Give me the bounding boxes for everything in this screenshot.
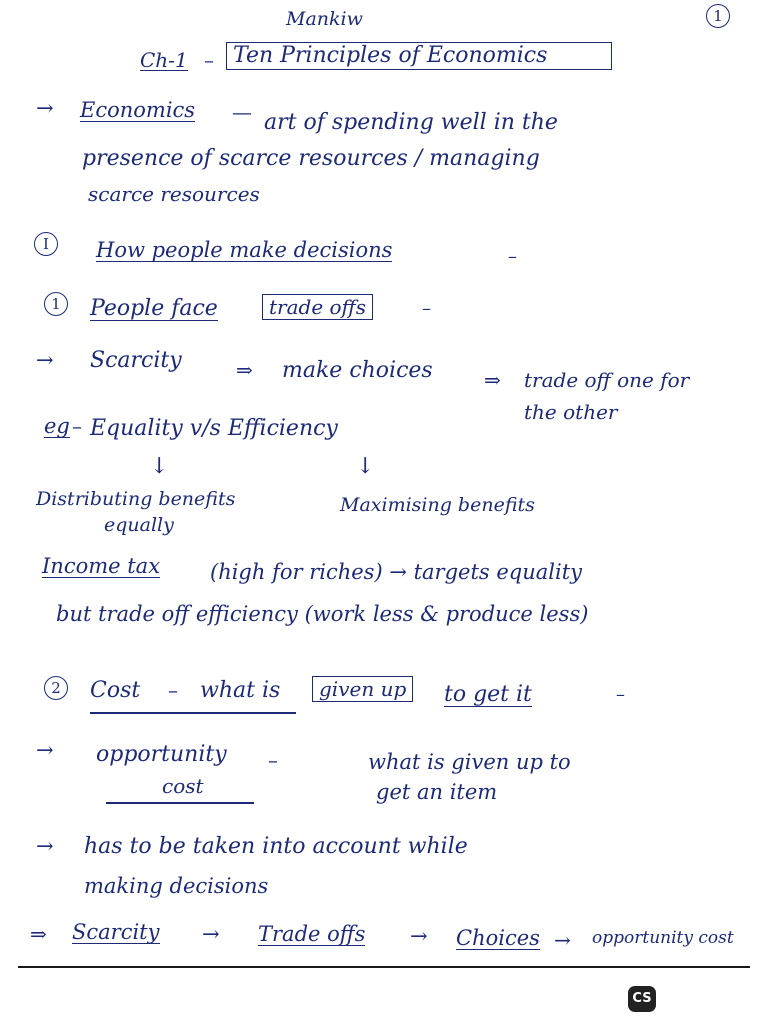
cost-underline [90,712,296,714]
left-branch-1: Distributing benefits [36,488,236,510]
opportunity-cost-label: cost [162,774,204,798]
opportunity-underline [106,802,254,804]
principle-1-boxed: trade offs [262,294,373,320]
chapter-title: Ten Principles of Economics [226,42,612,70]
eg-colon: – [72,414,82,438]
implies-arrow-1: ⇒ [236,358,253,382]
income-tax-label: Income tax [42,554,161,578]
principle-2-boxed: given up [312,676,413,702]
implies-arrow: ⇒ [30,922,47,946]
camscanner-logo-icon: CS [628,986,656,1012]
cost-dash: – [168,678,178,702]
cost-what-is: what is [200,678,281,703]
income-tax-line-2: but trade off efficiency (work less & produce less) [56,602,589,626]
definition-line-1: art of spending well in the [264,110,558,135]
arrow-icon: → [202,922,220,946]
principle-1-dash: – [422,298,431,319]
income-tax-rest: (high for riches) → targets equality [210,560,583,584]
arrow-icon: → [36,348,54,372]
left-branch-2: equally [104,514,174,536]
definition-line-2: presence of scarce resources / managing [82,146,540,171]
author-name: Mankiw [286,8,363,30]
opportunity-def-2: get an item [376,780,498,804]
definition-dash: — [232,100,252,124]
page-bottom-rule [18,966,750,968]
arrow-icon: → [36,96,54,120]
principle-1-number: 1 [44,292,68,316]
eg-text: Equality v/s Efficiency [90,416,338,441]
section-dash: – [508,246,517,267]
term-economics: Economics [80,98,196,122]
arrow-icon: → [554,928,571,952]
opportunity-def-1: what is given up to [368,750,571,774]
cost-word: Cost [90,678,141,703]
chain-trade-offs: Trade offs [258,922,366,946]
chain-scarcity: Scarcity [72,920,160,944]
chapter-dash: – [204,48,214,72]
opportunity-dash: – [268,748,278,772]
implies-arrow-2: ⇒ [484,368,501,392]
page-number: 1 [706,4,730,28]
principle-2-dash: – [616,684,625,705]
principle-1-text: People face [90,296,218,321]
principle-2-number: 2 [44,676,68,700]
make-choices: make choices [282,358,433,383]
section-numeral: I [34,232,58,256]
opportunity-label: opportunity [96,742,227,767]
chain-choices: Choices [456,926,540,950]
down-arrow-icon: ↓ [356,454,375,479]
down-arrow-icon: ↓ [150,454,169,479]
eg-label: eg [44,414,70,438]
section-title: How people make decisions [96,238,393,262]
right-branch: Maximising benefits [340,494,535,516]
definition-line-3: scarce resources [88,182,260,206]
to-get-it: to get it [444,682,532,707]
scarcity-word: Scarcity [90,348,182,373]
arrow-icon: → [36,738,54,762]
note-line-1: has to be taken into account while [84,834,468,859]
tradeoff-text: trade off one for [524,368,690,392]
arrow-icon: → [36,834,54,858]
note-line-2: making decisions [84,874,269,898]
arrow-icon: → [410,924,428,948]
chain-opportunity-cost: opportunity cost [592,928,734,948]
chapter-label: Ch-1 [140,48,188,72]
tradeoff-text-2: the other [524,400,618,424]
